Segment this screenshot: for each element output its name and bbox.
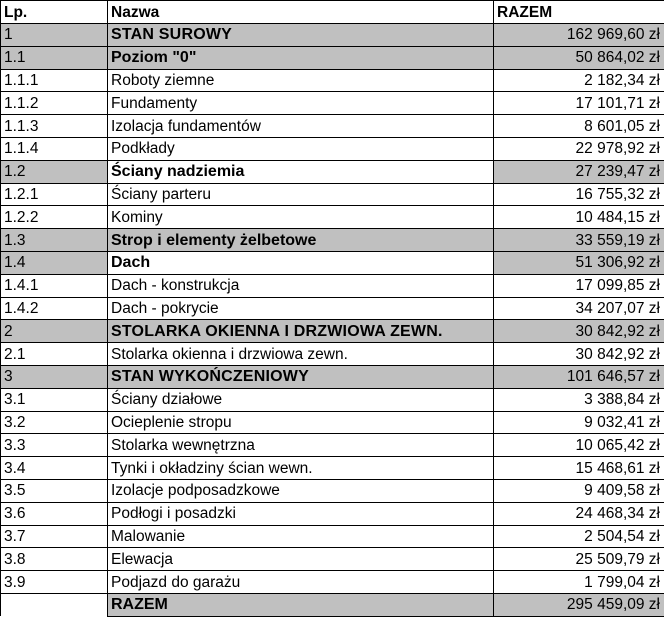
- table-row: [1, 297, 664, 320]
- row-amount: 30 842,92 zł: [494, 320, 664, 343]
- row-amount: 162 969,60 zł: [494, 24, 664, 47]
- table-row: [1, 411, 664, 434]
- row-lp: 1.2.1: [1, 183, 108, 206]
- table-row: [1, 183, 664, 206]
- row-name: Poziom "0": [108, 46, 494, 69]
- row-lp: 3.8: [1, 548, 108, 571]
- row-amount: 9 032,41 zł: [494, 411, 664, 434]
- table-row: [1, 24, 664, 47]
- column-header-name: Nazwa: [108, 1, 494, 24]
- row-name: Strop i elementy żelbetowe: [108, 229, 494, 252]
- row-name: Podjazd do garażu: [108, 571, 494, 594]
- row-amount: 3 388,84 zł: [494, 388, 664, 411]
- row-amount: 15 468,61 zł: [494, 457, 664, 480]
- table-row: [1, 502, 664, 525]
- row-amount: 25 509,79 zł: [494, 548, 664, 571]
- column-header-lp: Lp.: [1, 1, 108, 24]
- table-header-row: [1, 1, 664, 24]
- table-row: [1, 343, 664, 366]
- row-lp: 3.6: [1, 502, 108, 525]
- table-row: [1, 320, 664, 343]
- row-name: Ściany nadziemia: [108, 160, 494, 183]
- table-row: [1, 229, 664, 252]
- row-lp: 1.3: [1, 229, 108, 252]
- table-row: [1, 479, 664, 502]
- row-amount: 10 484,15 zł: [494, 206, 664, 229]
- row-name: Dach - konstrukcja: [108, 274, 494, 297]
- table-row: [1, 160, 664, 183]
- row-lp: 1.4.1: [1, 274, 108, 297]
- row-name: Podkłady: [108, 137, 494, 160]
- row-amount: 24 468,34 zł: [494, 502, 664, 525]
- row-lp: 3.9: [1, 571, 108, 594]
- table-row: [1, 388, 664, 411]
- row-name: Stolarka okienna i drzwiowa zewn.: [108, 343, 494, 366]
- row-name: Elewacja: [108, 548, 494, 571]
- total-label: RAZEM: [108, 593, 494, 616]
- table-row: [1, 46, 664, 69]
- table-row: [1, 115, 664, 138]
- row-lp: 1.2.2: [1, 206, 108, 229]
- row-lp: 3.7: [1, 525, 108, 548]
- row-amount: 2 504,54 zł: [494, 525, 664, 548]
- row-name: Podłogi i posadzki: [108, 502, 494, 525]
- total-row: [1, 593, 664, 616]
- row-lp: 3.3: [1, 434, 108, 457]
- row-amount: 101 646,57 zł: [494, 365, 664, 388]
- row-amount: 17 099,85 zł: [494, 274, 664, 297]
- table-row: [1, 548, 664, 571]
- row-lp: 2: [1, 320, 108, 343]
- row-amount: 33 559,19 zł: [494, 229, 664, 252]
- row-name: Ocieplenie stropu: [108, 411, 494, 434]
- row-name: Fundamenty: [108, 92, 494, 115]
- table-row: [1, 525, 664, 548]
- row-name: Ściany działowe: [108, 388, 494, 411]
- table-row: [1, 571, 664, 594]
- row-lp: 1.1.4: [1, 137, 108, 160]
- row-lp: 1: [1, 24, 108, 47]
- table-row: [1, 434, 664, 457]
- table-row: [1, 365, 664, 388]
- row-name: Dach: [108, 251, 494, 274]
- column-header-total: RAZEM: [494, 1, 664, 24]
- table-body: [1, 24, 664, 617]
- row-lp: 1.1: [1, 46, 108, 69]
- row-amount: 30 842,92 zł: [494, 343, 664, 366]
- total-amount: 295 459,09 zł: [494, 593, 664, 616]
- row-lp: 3.2: [1, 411, 108, 434]
- total-row-lp: [1, 593, 108, 616]
- row-name: Ściany parteru: [108, 183, 494, 206]
- row-amount: 27 239,47 zł: [494, 160, 664, 183]
- table-row: [1, 92, 664, 115]
- row-name: Izolacja fundamentów: [108, 115, 494, 138]
- row-name: Stolarka wewnętrzna: [108, 434, 494, 457]
- row-amount: 2 182,34 zł: [494, 69, 664, 92]
- row-lp: 2.1: [1, 343, 108, 366]
- row-amount: 51 306,92 zł: [494, 251, 664, 274]
- table-row: [1, 457, 664, 480]
- row-lp: 3.5: [1, 479, 108, 502]
- row-name: Dach - pokrycie: [108, 297, 494, 320]
- row-lp: 3.1: [1, 388, 108, 411]
- row-amount: 17 101,71 zł: [494, 92, 664, 115]
- row-name: STAN WYKOŃCZENIOWY: [108, 365, 494, 388]
- row-name: Malowanie: [108, 525, 494, 548]
- row-amount: 16 755,32 zł: [494, 183, 664, 206]
- row-amount: 9 409,58 zł: [494, 479, 664, 502]
- row-amount: 34 207,07 zł: [494, 297, 664, 320]
- row-name: Kominy: [108, 206, 494, 229]
- row-lp: 1.4.2: [1, 297, 108, 320]
- row-lp: 1.1.3: [1, 115, 108, 138]
- row-name: Tynki i okładziny ścian wewn.: [108, 457, 494, 480]
- row-name: Izolacje podposadzkowe: [108, 479, 494, 502]
- table-row: [1, 251, 664, 274]
- row-lp: 3.4: [1, 457, 108, 480]
- row-amount: 1 799,04 zł: [494, 571, 664, 594]
- row-name: Roboty ziemne: [108, 69, 494, 92]
- row-amount: 10 065,42 zł: [494, 434, 664, 457]
- table-row: [1, 206, 664, 229]
- row-name: STOLARKA OKIENNA I DRZWIOWA ZEWN.: [108, 320, 494, 343]
- table-row: [1, 137, 664, 160]
- row-lp: 3: [1, 365, 108, 388]
- row-amount: 50 864,02 zł: [494, 46, 664, 69]
- table-row: [1, 274, 664, 297]
- row-amount: 8 601,05 zł: [494, 115, 664, 138]
- table-row: [1, 69, 664, 92]
- row-amount: 22 978,92 zł: [494, 137, 664, 160]
- row-lp: 1.2: [1, 160, 108, 183]
- row-name: STAN SUROWY: [108, 24, 494, 47]
- row-lp: 1.4: [1, 251, 108, 274]
- row-lp: 1.1.2: [1, 92, 108, 115]
- row-lp: 1.1.1: [1, 69, 108, 92]
